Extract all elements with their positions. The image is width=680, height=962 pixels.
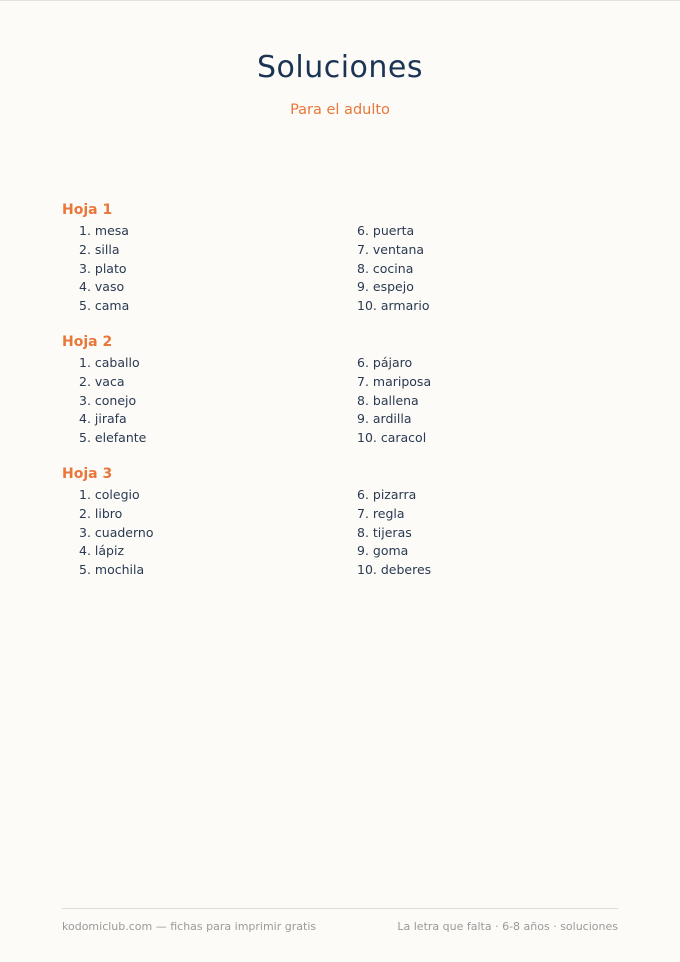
sheet-2-solutions bbox=[62, 332, 622, 464]
sheet-3-solutions bbox=[62, 464, 622, 596]
answer-item: 7. regla bbox=[357, 505, 405, 521]
sheet-1-title: Hoja 1 bbox=[62, 202, 113, 218]
answer-item: 5. cama bbox=[79, 298, 130, 314]
answer-item: 5. mochila bbox=[79, 562, 145, 578]
sheet-2-title: Hoja 2 bbox=[62, 334, 113, 350]
answer-item: 9. espejo bbox=[357, 279, 414, 295]
answer-item: 3. conejo bbox=[79, 392, 137, 408]
answer-item: 2. libro bbox=[79, 505, 123, 521]
footer-divider bbox=[62, 908, 618, 909]
top-divider bbox=[0, 0, 680, 1]
solutions-list bbox=[62, 200, 622, 596]
answer-item: 1. mesa bbox=[79, 223, 129, 238]
answer-item: 8. tijeras bbox=[357, 524, 412, 540]
answer-item: 10. armario bbox=[357, 298, 430, 314]
sheet-3-left-column bbox=[79, 486, 153, 580]
answer-item: 8. ballena bbox=[357, 392, 419, 408]
sheet-1-solutions bbox=[62, 200, 622, 332]
sheet-1-left-column bbox=[79, 222, 129, 316]
sheet-3-title: Hoja 3 bbox=[62, 466, 113, 482]
answer-item: 5. elefante bbox=[79, 430, 147, 446]
answer-item: 7. ventana bbox=[357, 241, 425, 257]
answer-item: 9. goma bbox=[357, 543, 409, 559]
sheet-2-answers bbox=[62, 352, 622, 452]
sheet-2-right-column bbox=[357, 354, 431, 448]
answer-item: 1. caballo bbox=[79, 355, 140, 370]
answer-item: 10. deberes bbox=[357, 562, 432, 578]
answer-item: 6. pájaro bbox=[357, 355, 413, 370]
sheet-2-left-column bbox=[79, 354, 146, 448]
footer-site-credit: kodomiclub.com — fichas para imprimir gratis bbox=[62, 920, 317, 933]
sheet-1-right-column bbox=[357, 222, 430, 316]
answer-item: 9. ardilla bbox=[357, 411, 412, 427]
answer-item: 6. puerta bbox=[357, 223, 415, 238]
answer-item: 3. cuaderno bbox=[79, 524, 154, 540]
answer-item: 4. lápiz bbox=[79, 543, 125, 559]
sheet-3-answers bbox=[62, 484, 622, 584]
footer-worksheet-info: La letra que falta · 6-8 años · soluciones bbox=[397, 920, 618, 933]
answer-item: 4. jirafa bbox=[79, 411, 127, 427]
answer-item: 2. vaca bbox=[79, 373, 125, 389]
answer-item: 8. cocina bbox=[357, 260, 414, 276]
sheet-1-answers bbox=[62, 220, 622, 320]
page-title: Soluciones bbox=[256, 50, 424, 85]
answer-item: 2. silla bbox=[79, 241, 120, 257]
answer-item: 4. vaso bbox=[79, 279, 125, 295]
page-subtitle: Para el adulto bbox=[290, 102, 390, 118]
sheet-3-right-column bbox=[357, 486, 431, 580]
answer-item: 10. caracol bbox=[357, 430, 427, 446]
answer-item: 7. mariposa bbox=[357, 373, 432, 389]
answer-item: 6. pizarra bbox=[357, 487, 417, 502]
answer-item: 3. plato bbox=[79, 260, 127, 276]
answer-item: 1. colegio bbox=[79, 487, 140, 502]
